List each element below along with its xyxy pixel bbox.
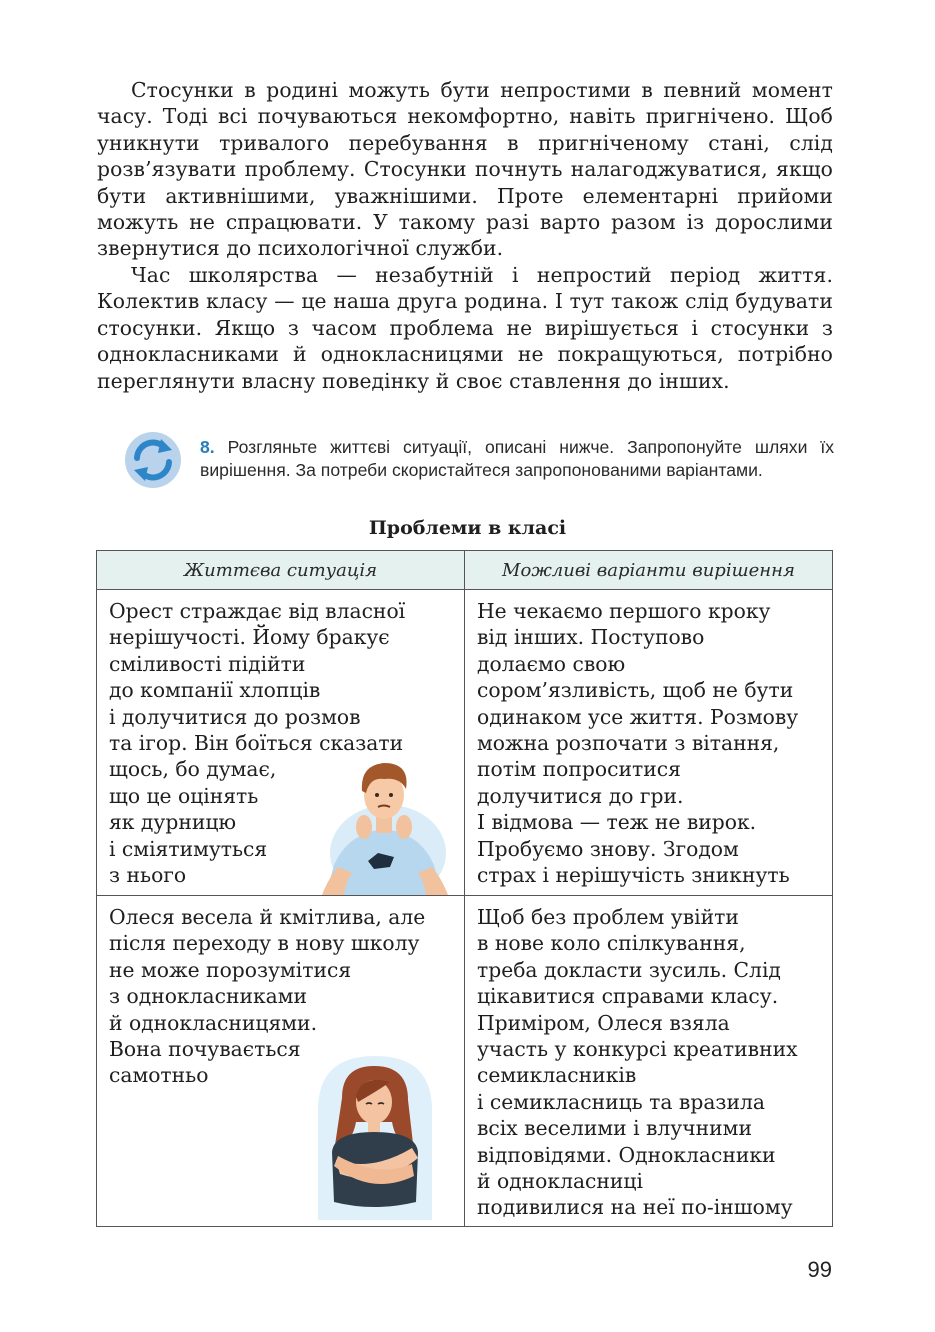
header-solutions: Можливі варіанти вирішення (465, 551, 833, 590)
problems-table (96, 550, 833, 1227)
repeat-arrows-icon (124, 431, 182, 489)
paragraph-family-relations: Стосунки в родині можуть бути непростими в певний момент часу. Тоді всі почуваються некомфортно, навіть пригнічено. Щоб уникнути тривалого перебування в пригніченому стані, слід розв’язувати проблему. Стосунки почнуть налагоджуватися, якщо бути активнішими, уважнішими. Проте елементарні прийоми можуть не спрацювати. У такому разі варто разом із дорослими звернутися до психологічної служби. (97, 78, 833, 261)
solution-text: Не чекаємо першого кроку від інших. Поступово долаємо свою сором’язливість, щоб не бути одинаком усе життя. Розмову можна розпочати з вітання, потім попроситися долучитися до гри. І відмова — теж не вирок. Пробуємо знову. Згодом страх і нерішучість зникнуть (477, 599, 799, 888)
page-number: 99 (807, 1257, 832, 1282)
task-number: 8. (200, 437, 215, 457)
situation-text: Олеся весела й кмітлива, але після переходу в нову школу не може порозумітися з однокласниками й однокласницями. Вона почувається самотньо (109, 905, 426, 1088)
situation-cell (97, 590, 465, 896)
lonely-girl-illustration (312, 1052, 438, 1220)
solution-text: Щоб без проблем увійти в нове коло спілкування, треба докласти зусиль. Слід цікавитися справами класу. Приміром, Олеся взяла участь у конкурсі креативних семикласників і семикласниць та вразила всіх веселими і влучними відповідями. Однокласники й однокласниці подивилися на неї по-іншому (477, 905, 798, 1220)
table-row (97, 896, 833, 1227)
header-situation: Життєва ситуація (97, 551, 465, 590)
situation-text: Орест страждає від власної нерішучості. Йому бракує сміливості підійти до компанії хлопців і долучитися до розмов та ігор. Він боїться сказати щось, бо думає, що це оцінять як дурницю і сміятимуться з нього (109, 599, 406, 888)
situation-cell (97, 896, 465, 1227)
solution-cell (465, 590, 833, 896)
paragraph-school-relations: Час школярства — незабутній і непростий період життя. Колектив класу — це наша друга родина. І тут також слід будувати стосунки. Якщо з часом проблема не вирішується і стосунки з однокласниками й однокласницями не покращуються, потрібно переглянути власну поведінку й своє ставлення до інших. (97, 263, 833, 393)
table-row (97, 590, 833, 896)
table-title: Проблеми в класі (368, 517, 567, 539)
table-header-row (97, 551, 833, 590)
task-text: Розгляньте життєві ситуації, описані нижче. Запропонуйте шляхи їх вирішення. За потреби скористайтеся запропонованими варіантами. (200, 437, 835, 480)
task-instruction (200, 436, 834, 482)
solution-cell (465, 896, 833, 1227)
anxious-boy-illustration (308, 755, 454, 895)
